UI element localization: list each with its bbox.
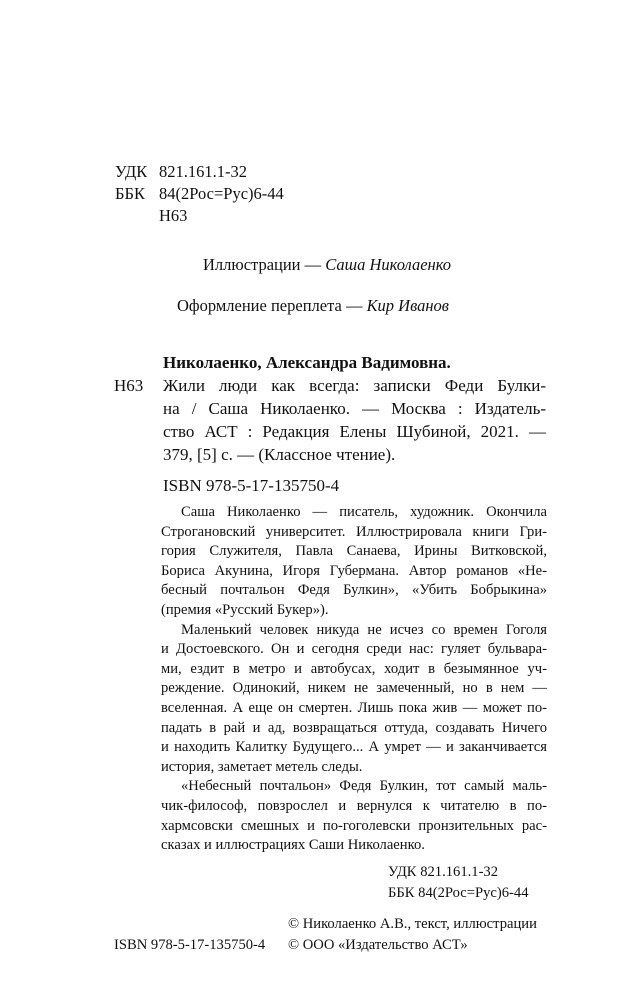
bib-isbn: ISBN 978-5-17-135750-4 [163,476,340,495]
annotation-line: Саша Николаенко — писатель, художник. Окончила [181,504,547,520]
illustrations-credit [203,255,451,275]
annotation-line: и находить Калитку Будущего... А умрет — и заканчивается [161,739,547,756]
illustrations-label: Иллюстрации — [203,255,326,274]
illustrations-name: Саша Николаенко [325,255,452,274]
bottom-bbk: ББК 84(2Рос=Рус)6-44 [388,885,529,901]
bib-line: ство АСТ : Редакция Елены Шубиной, 2021. — [163,422,546,441]
cover-name: Кир Иванов [366,296,449,315]
annotation-line: и Достоевского. Он и сегодня среди нас: гуляет бульвара- [161,641,547,658]
annotation-line: гория Служителя, Павла Санаева, Ирины Витковской, [161,543,547,560]
cover-credit [177,296,449,316]
classification-block [115,161,284,227]
bib-description [163,374,546,443]
annotation-line: Строгановский университет. Иллюстрировала книги Гри- [161,523,547,540]
annotation-line: Маленький человек никуда не исчез со времен Гоголя [181,621,547,638]
annotation-line: (премия «Русский Букер»). [161,601,329,618]
author-mark-row [115,205,284,227]
bbk-value: 84(2Рос=Рус)6-44 [159,184,284,203]
bib-author: Николаенко, Александра Вадимовна. [163,353,451,372]
annotation-line: хармсовски смешных и по-гоголевски пронзительных рас- [161,817,547,834]
annotation [161,503,547,856]
bib-mark: Н63 [114,376,144,395]
bib-line: Жили люди как всегда: записки Феди Булки- [163,376,546,395]
annotation-line: падать в рай и ад, возвращаться оттуда, создавать Ничего [161,719,547,736]
annotation-line: история, заметает метель следы. [161,758,363,775]
annotation-line: реждение. Одинокий, никем не замеченный, но в нем — [161,680,547,697]
udk-row [115,161,284,183]
annotation-line: «Небесный почтальон» Федя Булкин, тот самый маль- [181,778,547,795]
bottom-isbn: ISBN 978-5-17-135750-4 [114,937,266,953]
cover-label: Оформление переплета — [177,296,367,315]
udk-label: УДК [115,162,148,181]
bib-line: на / Саша Николаенко. — Москва : Издатель- [163,399,546,418]
bib-line-last: 379, [5] с. — (Классное чтение). [163,445,396,464]
annotation-line: чик-философ, повзрослел и вернулся к читателю в по- [161,797,547,814]
udk-value: 821.161.1-32 [159,162,247,181]
bbk-label: ББК [115,184,145,203]
annotation-line: бесный почтальон Федя Булкин», «Убить Бобрыкина» [161,582,547,599]
annotation-line: сказах и иллюстрациях Саши Николаенко. [161,837,425,854]
annotation-line: ми, ездит в метро и автобусах, ходит в безымянное уч- [161,660,547,677]
bottom-udk: УДК 821.161.1-32 [388,864,499,880]
annotation-line: вселенная. А еще он смертен. Лишь пока жив — может по- [161,699,547,716]
copyright-author: © Николаенко А.В., текст, иллюстрации [288,916,537,932]
annotation-line: Бориса Акунина, Игоря Губермана. Автор романов «Не- [161,562,547,579]
copyright-publisher: © ООО «Издательство АСТ» [288,937,468,953]
author-mark: Н63 [159,206,188,225]
bbk-row [115,183,284,205]
